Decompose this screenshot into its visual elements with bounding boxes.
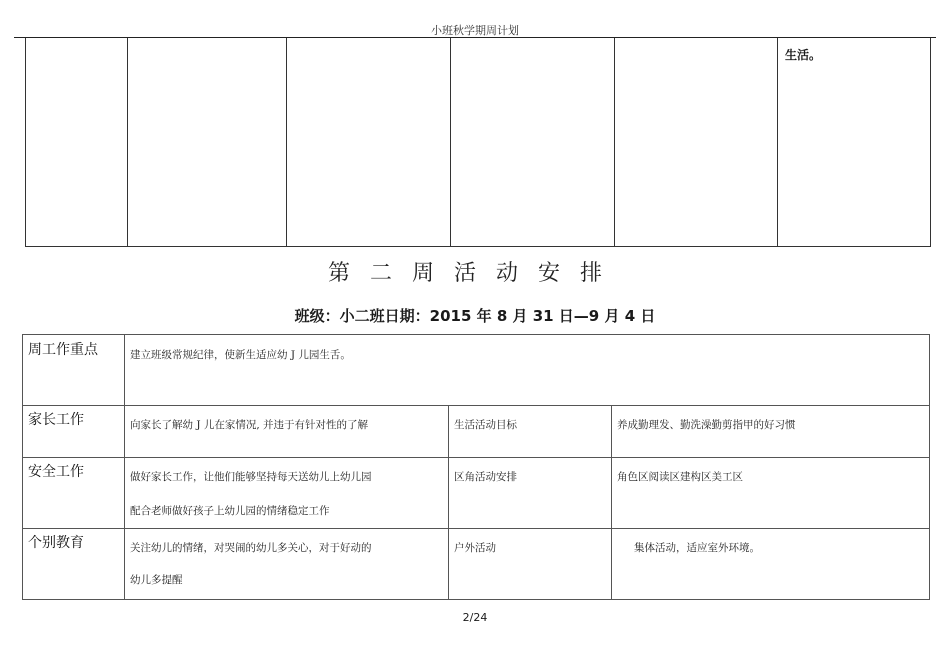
previous-week-table: [25, 38, 931, 247]
life-activity-label: 生活活动目标: [454, 419, 517, 431]
parents-text: 向家长了解幼 J 儿在家情况, 并违于有针对性的了解: [130, 419, 369, 431]
week-title: 第二周活动安排: [327, 261, 622, 286]
safety-text-line1: 做好家长工作，让他们能够坚持每天送幼儿上幼儿园: [130, 471, 372, 483]
row-divider: [23, 457, 929, 458]
page-header-title: 小班秋学期周计划: [431, 24, 519, 37]
area-activity-label: 区角活动安排: [454, 471, 517, 483]
col-divider: [611, 405, 612, 599]
week-plan-table: [22, 334, 930, 600]
previous-week-cell-text: 生活。: [785, 48, 822, 62]
class-date-info: 班级：小二班日期：2015 年 8 月 31 日—9 月 4 日: [294, 307, 656, 325]
table-divider: [450, 38, 451, 247]
col-divider: [124, 335, 125, 599]
table-divider: [777, 38, 778, 247]
row-label-safety: 安全工作: [28, 464, 84, 480]
outdoor-activity-text: 集体活动，适应室外环境。: [634, 542, 760, 554]
table-divider: [286, 38, 287, 247]
row-label-individual: 个别教育: [28, 535, 84, 551]
individual-text-line1: 关注幼儿的情绪，对哭闹的幼儿多关心，对于好动的: [130, 542, 372, 554]
area-activity-text: 角色区阅读区建构区美工区: [617, 471, 743, 483]
outdoor-activity-label: 户外活动: [454, 542, 496, 554]
safety-text-line2: 配合老师做好孩子上幼儿园的情绪稳定工作: [130, 505, 330, 517]
table-divider: [614, 38, 615, 247]
row-label-parents: 家长工作: [28, 412, 84, 428]
row-divider: [23, 528, 929, 529]
row-divider: [23, 405, 929, 406]
row-label-focus: 周工作重点: [28, 342, 98, 358]
focus-text: 建立班级常规纪律，使新生适应幼 J 儿园生舌。: [130, 349, 351, 361]
life-activity-text: 养成勤理发、勤洗澡勤剪指甲的好习惯: [617, 419, 796, 431]
page-number: 2/24: [462, 611, 488, 624]
individual-text-line2: 幼儿多提醒: [130, 574, 183, 586]
table-divider: [127, 38, 128, 247]
col-divider: [448, 405, 449, 599]
